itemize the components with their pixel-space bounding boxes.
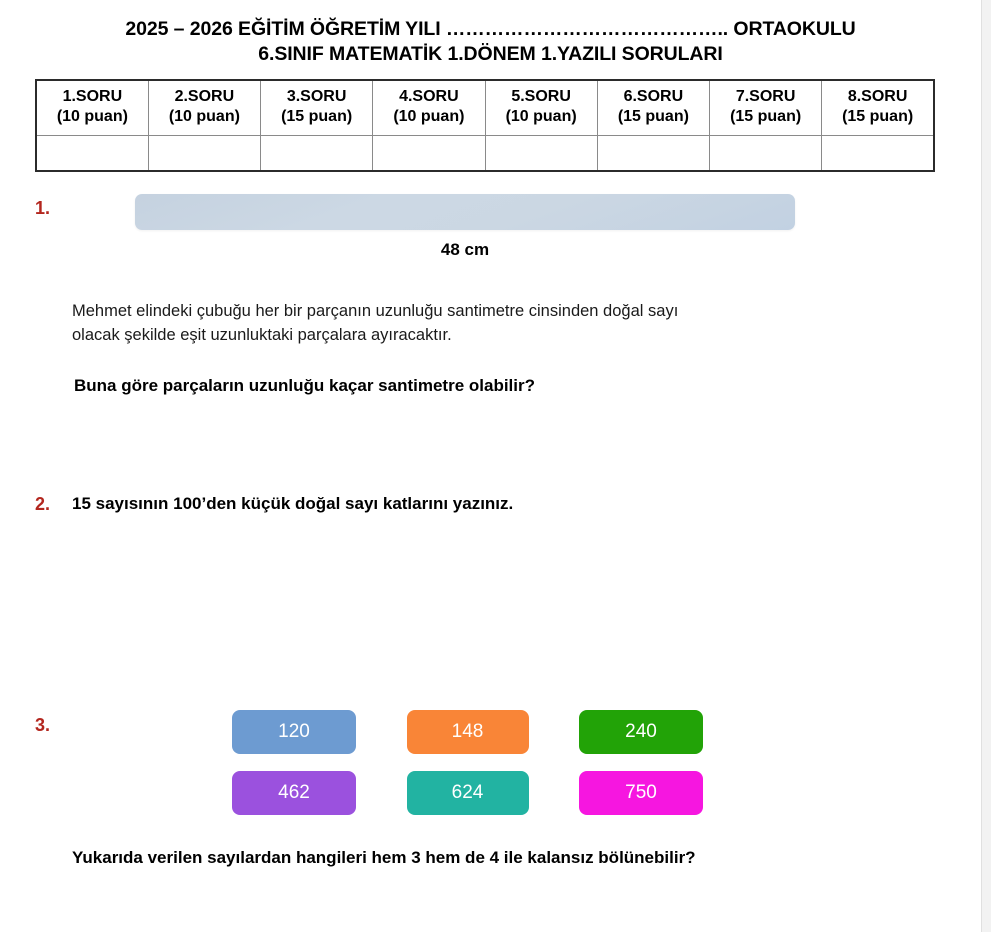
score-col-1-points: (10 puan)	[56, 107, 128, 125]
number-box-624: 624	[407, 771, 529, 815]
question-1-text-line2: olacak şekilde eşit uzunluktaki parçalara ayıracaktır.	[72, 325, 452, 344]
question-1-ask: Buna göre parçaların uzunluğu kaçar santimetre olabilir?	[74, 376, 536, 396]
number-box-120: 120	[232, 710, 356, 754]
score-col-1	[36, 80, 148, 136]
score-col-7	[710, 80, 822, 136]
score-col-4-question: 4.SORU	[399, 87, 459, 105]
score-answer-3[interactable]	[261, 135, 373, 171]
document-header	[0, 0, 981, 67]
question-1-number: 1.	[35, 198, 51, 219]
question-1-text-line1: Mehmet elindeki çubuğu her bir parçanın uzunluğu santimetre cinsinden doğal sayı	[72, 302, 679, 321]
score-col-2-question: 2.SORU	[174, 87, 235, 105]
question-1-figure	[135, 194, 795, 260]
score-answer-1[interactable]	[36, 135, 148, 171]
score-table	[35, 79, 935, 173]
rod-length-label: 48 cm	[440, 240, 490, 260]
score-answer-4[interactable]	[373, 135, 485, 171]
score-table-header-row	[36, 80, 934, 136]
number-box-148: 148	[407, 710, 529, 754]
question-2	[35, 494, 946, 710]
header-line-exam-title: 6.SINIF MATEMATİK 1.DÖNEM 1.YAZILI SORULARI	[258, 42, 723, 65]
score-answer-6[interactable]	[597, 135, 709, 171]
score-col-2-points: (10 puan)	[168, 107, 240, 125]
number-box-750: 750	[579, 771, 703, 815]
score-col-8	[822, 80, 934, 136]
score-col-6-points: (15 puan)	[617, 107, 689, 125]
score-table-wrapper	[35, 79, 946, 173]
score-col-8-points: (15 puan)	[842, 107, 914, 125]
question-2-number: 2.	[35, 494, 51, 515]
score-col-3-points: (15 puan)	[281, 107, 353, 125]
score-table-answer-row	[36, 135, 934, 171]
score-col-4-points: (10 puan)	[393, 107, 465, 125]
question-3-number: 3.	[35, 715, 51, 736]
score-col-4	[373, 80, 485, 136]
score-col-8-question: 8.SORU	[847, 87, 908, 105]
number-box-462: 462	[232, 771, 356, 815]
question-2-text: 15 sayısının 100’den küçük doğal sayı katlarını yazınız.	[72, 494, 514, 514]
rod-shape	[135, 194, 795, 230]
score-col-6	[597, 80, 709, 136]
question-1-body	[72, 300, 872, 398]
question-3-ask: Yukarıda verilen sayılardan hangileri hem 3 hem de 4 ile kalansız bölünebilir?	[72, 848, 696, 868]
question-3	[35, 710, 946, 868]
score-col-5-question: 5.SORU	[511, 87, 571, 105]
question-3-number-boxes	[232, 710, 707, 815]
number-box-240: 240	[579, 710, 703, 754]
question-1	[35, 194, 946, 494]
score-answer-5[interactable]	[485, 135, 597, 171]
score-answer-7[interactable]	[710, 135, 822, 171]
score-col-6-question: 6.SORU	[623, 87, 684, 105]
score-col-1-question: 1.SORU	[62, 87, 123, 105]
score-col-7-question: 7.SORU	[735, 87, 796, 105]
score-col-3	[261, 80, 373, 136]
header-line-school-year: 2025 – 2026 EĞİTİM ÖĞRETİM YILI …………………………………….. ORTAOKULU	[125, 18, 856, 40]
score-col-2	[148, 80, 260, 136]
score-col-5-points: (10 puan)	[505, 107, 577, 125]
score-col-7-points: (15 puan)	[730, 107, 802, 125]
score-answer-8[interactable]	[822, 135, 934, 171]
score-col-5	[485, 80, 597, 136]
score-answer-2[interactable]	[148, 135, 260, 171]
score-col-3-question: 3.SORU	[286, 87, 347, 105]
